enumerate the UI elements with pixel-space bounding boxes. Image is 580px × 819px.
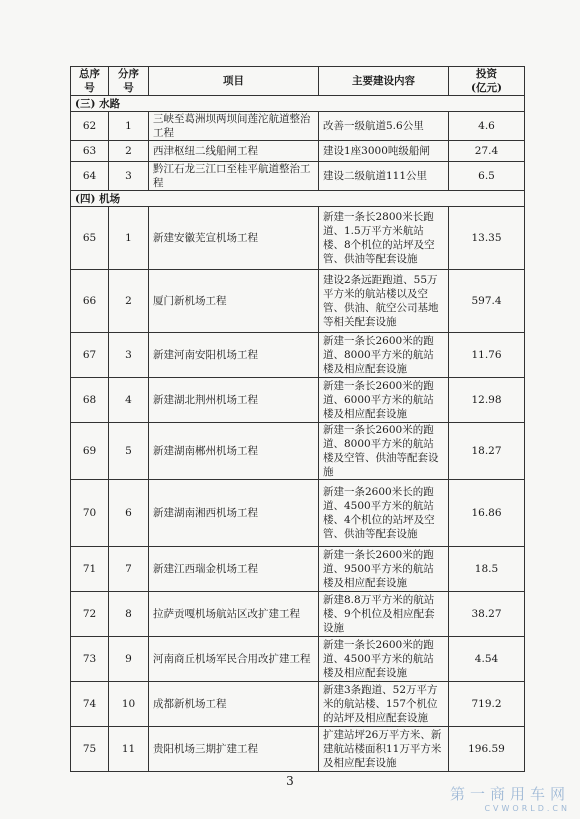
cell-sub: 7 (109, 547, 149, 592)
cell-sub: 1 (109, 207, 149, 270)
cell-invest: 196.59 (449, 727, 525, 772)
cell-invest: 12.98 (449, 378, 525, 423)
cell-project: 三峡至葛洲坝两坝间莲沱航道整治工程 (149, 112, 319, 141)
cell-sub: 9 (109, 637, 149, 682)
cell-content: 扩建站坪26万平方米、新建航站楼面积11万平方米及相应配套设施 (319, 727, 449, 772)
cell-invest: 16.86 (449, 480, 525, 547)
cell-sub: 2 (109, 270, 149, 333)
cell-total: 64 (71, 162, 109, 191)
section-row-airport (71, 191, 525, 207)
table-row (71, 682, 525, 727)
cell-project: 新建湖南湘西机场工程 (149, 480, 319, 547)
cell-invest: 4.6 (449, 112, 525, 141)
table-row (71, 592, 525, 637)
document-page (70, 66, 524, 772)
cell-total: 65 (71, 207, 109, 270)
section-title-water: (三) 水路 (71, 96, 525, 112)
cell-project: 拉萨贡嘎机场航站区改扩建工程 (149, 592, 319, 637)
cell-invest: 38.27 (449, 592, 525, 637)
cell-project: 西津枢纽二线船闸工程 (149, 141, 319, 162)
cell-invest: 18.5 (449, 547, 525, 592)
cell-invest: 719.2 (449, 682, 525, 727)
cell-sub: 4 (109, 378, 149, 423)
watermark-logo (450, 783, 570, 813)
cell-total: 68 (71, 378, 109, 423)
section-row-water (71, 96, 525, 112)
cell-project: 新建湖南郴州机场工程 (149, 423, 319, 480)
cell-invest: 4.54 (449, 637, 525, 682)
cell-sub: 2 (109, 141, 149, 162)
cell-invest: 27.4 (449, 141, 525, 162)
cell-invest: 11.76 (449, 333, 525, 378)
cell-total: 75 (71, 727, 109, 772)
cell-content: 新建一条长2600米的跑道、8000平方米的航站楼及相应配套设施 (319, 333, 449, 378)
cell-project: 贵阳机场三期扩建工程 (149, 727, 319, 772)
cell-project: 新建安徽芜宣机场工程 (149, 207, 319, 270)
cell-content: 建设1座3000吨级船闸 (319, 141, 449, 162)
cell-total: 67 (71, 333, 109, 378)
cell-total: 63 (71, 141, 109, 162)
cell-project: 新建湖北荆州机场工程 (149, 378, 319, 423)
cell-sub: 11 (109, 727, 149, 772)
cell-sub: 3 (109, 162, 149, 191)
cell-total: 66 (71, 270, 109, 333)
header-investment-line2: (亿元) (471, 82, 502, 94)
cell-content: 新建8.8万平方米的航站楼、9个机位及相应配套设施 (319, 592, 449, 637)
cell-project: 成都新机场工程 (149, 682, 319, 727)
cell-content: 新建3条跑道、52万平方米的航站楼、157个机位的站坪及相应配套设施 (319, 682, 449, 727)
cell-total: 73 (71, 637, 109, 682)
table-row (71, 162, 525, 191)
cell-total: 72 (71, 592, 109, 637)
cell-total: 71 (71, 547, 109, 592)
header-investment (449, 67, 525, 96)
cell-project: 厦门新机场工程 (149, 270, 319, 333)
table-row (71, 207, 525, 270)
cell-total: 62 (71, 112, 109, 141)
cell-content: 新建一条2600米长的跑道、4500平方米的航站楼、4个机位的站坪及空管、供油等配套设施 (319, 480, 449, 547)
header-sub-no: 分序号 (109, 67, 149, 96)
cell-sub: 5 (109, 423, 149, 480)
table-row (71, 378, 525, 423)
cell-content: 改善一级航道5.6公里 (319, 112, 449, 141)
header-investment-line1: 投资 (476, 68, 497, 80)
cell-invest: 18.27 (449, 423, 525, 480)
cell-sub: 8 (109, 592, 149, 637)
watermark-text: 第一商用车网 (449, 785, 570, 803)
cell-invest: 13.35 (449, 207, 525, 270)
table-row (71, 727, 525, 772)
watermark-subtext: CVWORLD.CN (484, 804, 570, 813)
table-row (71, 637, 525, 682)
table-row (71, 480, 525, 547)
cell-content: 建设2条远距跑道、55万平方米的航站楼以及空管、供油、航空公司基地等相关配套设施 (319, 270, 449, 333)
cell-total: 70 (71, 480, 109, 547)
cell-content: 新建一条长2600米的跑道、8000平方米的航站楼及空管、供油等配套设施 (319, 423, 449, 480)
table-row (71, 333, 525, 378)
table-row (71, 112, 525, 141)
cell-project: 河南商丘机场军民合用改扩建工程 (149, 637, 319, 682)
cell-content: 新建一条长2800米长跑道、1.5万平方米航站楼、8个机位的站坪及空管、供油等配套设施 (319, 207, 449, 270)
table-row (71, 423, 525, 480)
cell-total: 69 (71, 423, 109, 480)
header-content: 主要建设内容 (319, 67, 449, 96)
cell-project: 新建江西瑞金机场工程 (149, 547, 319, 592)
cell-invest: 597.4 (449, 270, 525, 333)
cell-content: 新建一条长2600米的跑道、6000平方米的航站楼及相应配套设施 (319, 378, 449, 423)
table-row (71, 141, 525, 162)
cell-invest: 6.5 (449, 162, 525, 191)
cell-content: 建设二级航道111公里 (319, 162, 449, 191)
cell-sub: 3 (109, 333, 149, 378)
header-project: 项目 (149, 67, 319, 96)
table-row (71, 547, 525, 592)
cell-project: 新建河南安阳机场工程 (149, 333, 319, 378)
cell-total: 74 (71, 682, 109, 727)
section-title-airport: (四) 机场 (71, 191, 525, 207)
page-number: 3 (286, 774, 294, 788)
cell-sub: 6 (109, 480, 149, 547)
cell-sub: 10 (109, 682, 149, 727)
header-total-no: 总序号 (71, 67, 109, 96)
project-table (70, 66, 525, 772)
cell-project: 黔江石龙三江口至桂平航道整治工程 (149, 162, 319, 191)
cell-sub: 1 (109, 112, 149, 141)
cell-content: 新建一条长2600米的跑道、9500平方米的航站楼及相应配套设施 (319, 547, 449, 592)
table-header-row (71, 67, 525, 96)
table-row (71, 270, 525, 333)
cell-content: 新建一条长2600米的跑道、4500平方米的航站楼及相应配套设施 (319, 637, 449, 682)
